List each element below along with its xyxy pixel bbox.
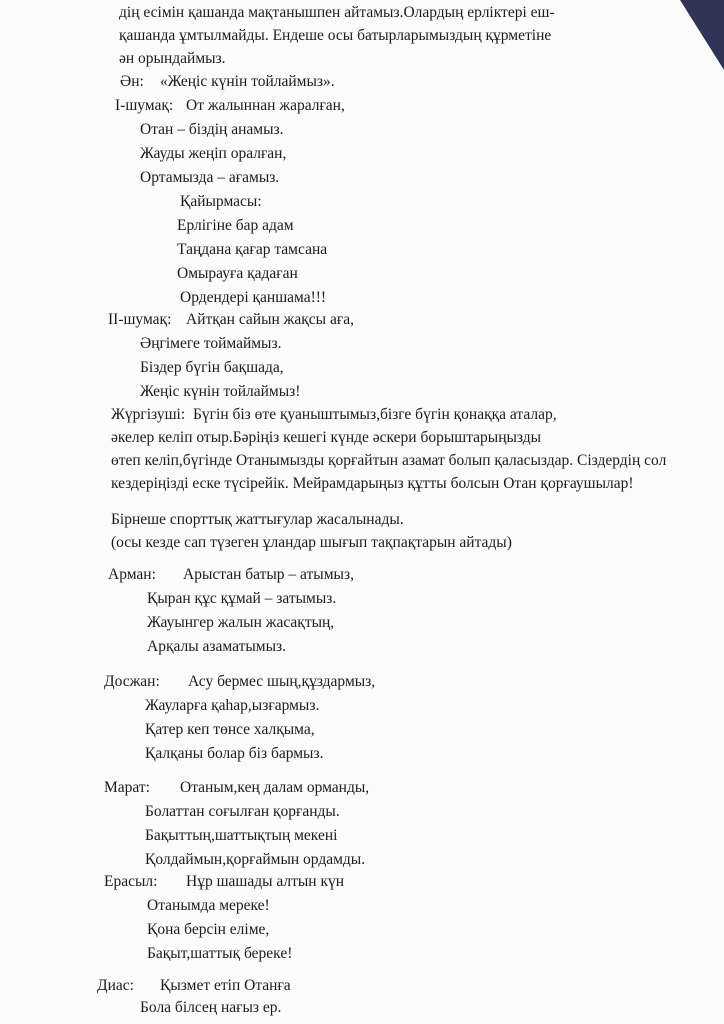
poem-line: Болаттан соғылған қорғанды. — [145, 803, 340, 820]
host-line-1: Бүгін біз өте қуаныштымыз,бізге бүгін қонаққа аталар, — [193, 406, 557, 423]
verse2-line-2: Әңгімеге тоймаймыз. — [140, 335, 282, 352]
chorus-line-4: Ордендері қаншама!!! — [180, 289, 327, 306]
host-label: Жүргізуші: — [111, 406, 186, 423]
poem-line: Асу бермес шың,құздармыз, — [188, 673, 376, 690]
page-corner-shadow — [680, 0, 724, 70]
poem-line: Арыстан батыр – атымыз, — [183, 566, 354, 583]
speaker-marat: Марат: — [104, 779, 150, 796]
chorus-label: Қайырмасы: — [180, 193, 262, 210]
host-line-4: кездеріңізді еске түсірейік. Мейрамдарыңыз құтты болсын Отан қорғаушылар! — [111, 475, 634, 492]
verse1-label: І-шумақ: — [115, 97, 174, 114]
intro-line-1: дің есімін қашанда мақтанышпен айтамыз.Олардың ерліктері еш- — [119, 4, 555, 21]
verse1-line-4: Ортамызда – ағамыз. — [140, 169, 280, 186]
verse2-line-1: Айтқан сайын жақсы аға, — [186, 311, 354, 328]
host-line-2: әкелер келіп отыр.Бәріңіз кешегі күнде әскери борыштарыңызды — [111, 429, 542, 446]
poem-line: Қыран құс құмай – затымыз. — [147, 590, 337, 607]
speaker-dias: Диас: — [97, 977, 134, 994]
poem-line: Жауынгер жалын жасақтың, — [147, 614, 335, 631]
verse2-label: ІІ-шумақ: — [108, 311, 172, 328]
poem-line: Арқалы азаматымыз. — [147, 638, 286, 655]
poem-line: Қатер кеп төнсе халқыма, — [145, 721, 315, 738]
intro-line-3: ән орындаймыз. — [119, 50, 226, 67]
verse1-line-3: Жауды жеңіп оралған, — [140, 145, 287, 162]
song-label: Ән: — [120, 73, 144, 90]
poem-line: Бақыт,шаттық береке! — [147, 945, 293, 962]
poem-line: Нұр шашады алтын күн — [186, 873, 345, 890]
song-title: «Жеңіс күнін тойлаймыз». — [160, 73, 335, 90]
poem-line: Отаным,кең далам орманды, — [180, 779, 370, 796]
poem-line: Қалқаны болар біз бармыз. — [145, 745, 324, 762]
chorus-line-3: Омырауға қадаған — [177, 265, 298, 282]
exercise-line-2: (осы кезде сап түзеген ұландар шығып тақпақтарын айтады) — [111, 534, 512, 551]
speaker-arman: Арман: — [108, 566, 156, 583]
verse1-line-2: Отан – біздің анамыз. — [140, 121, 284, 138]
poem-line: Қолдаймын,қорғаймын ордамды. — [145, 851, 366, 868]
intro-line-2: қашанда ұмтылмайды. Ендеше осы батырларымыздың құрметіне — [119, 27, 552, 44]
poem-line: Қызмет етіп Отанға — [160, 977, 291, 994]
poem-line: Қона берсін еліме, — [147, 921, 270, 938]
host-line-3: өтеп келіп,бүгінде Отанымызды қорғайтын азамат болып қаласыздар. Сіздердің сол — [111, 452, 667, 469]
poem-line: Бақыттың,шаттықтың мекені — [145, 827, 338, 844]
poem-line: Бола білсең нағыз ер. — [140, 999, 282, 1016]
speaker-erasyl: Ерасыл: — [104, 873, 158, 890]
exercise-line-1: Бірнеше спорттық жаттығулар жасалынады. — [111, 511, 404, 528]
poem-line: Жауларға қаһар,ызғармыз. — [145, 697, 320, 714]
speaker-dosjan: Досжан: — [104, 673, 160, 690]
verse1-line-1: От жалыннан жаралған, — [186, 97, 345, 114]
chorus-line-2: Таңдана қағар тамсана — [177, 241, 328, 258]
chorus-line-1: Ерлігіне бар адам — [177, 217, 294, 234]
poem-line: Отанымда мереке! — [147, 897, 270, 914]
verse2-line-4: Жеңіс күнін тойлаймыз! — [140, 383, 301, 400]
verse2-line-3: Біздер бүгін бақшада, — [140, 359, 284, 376]
